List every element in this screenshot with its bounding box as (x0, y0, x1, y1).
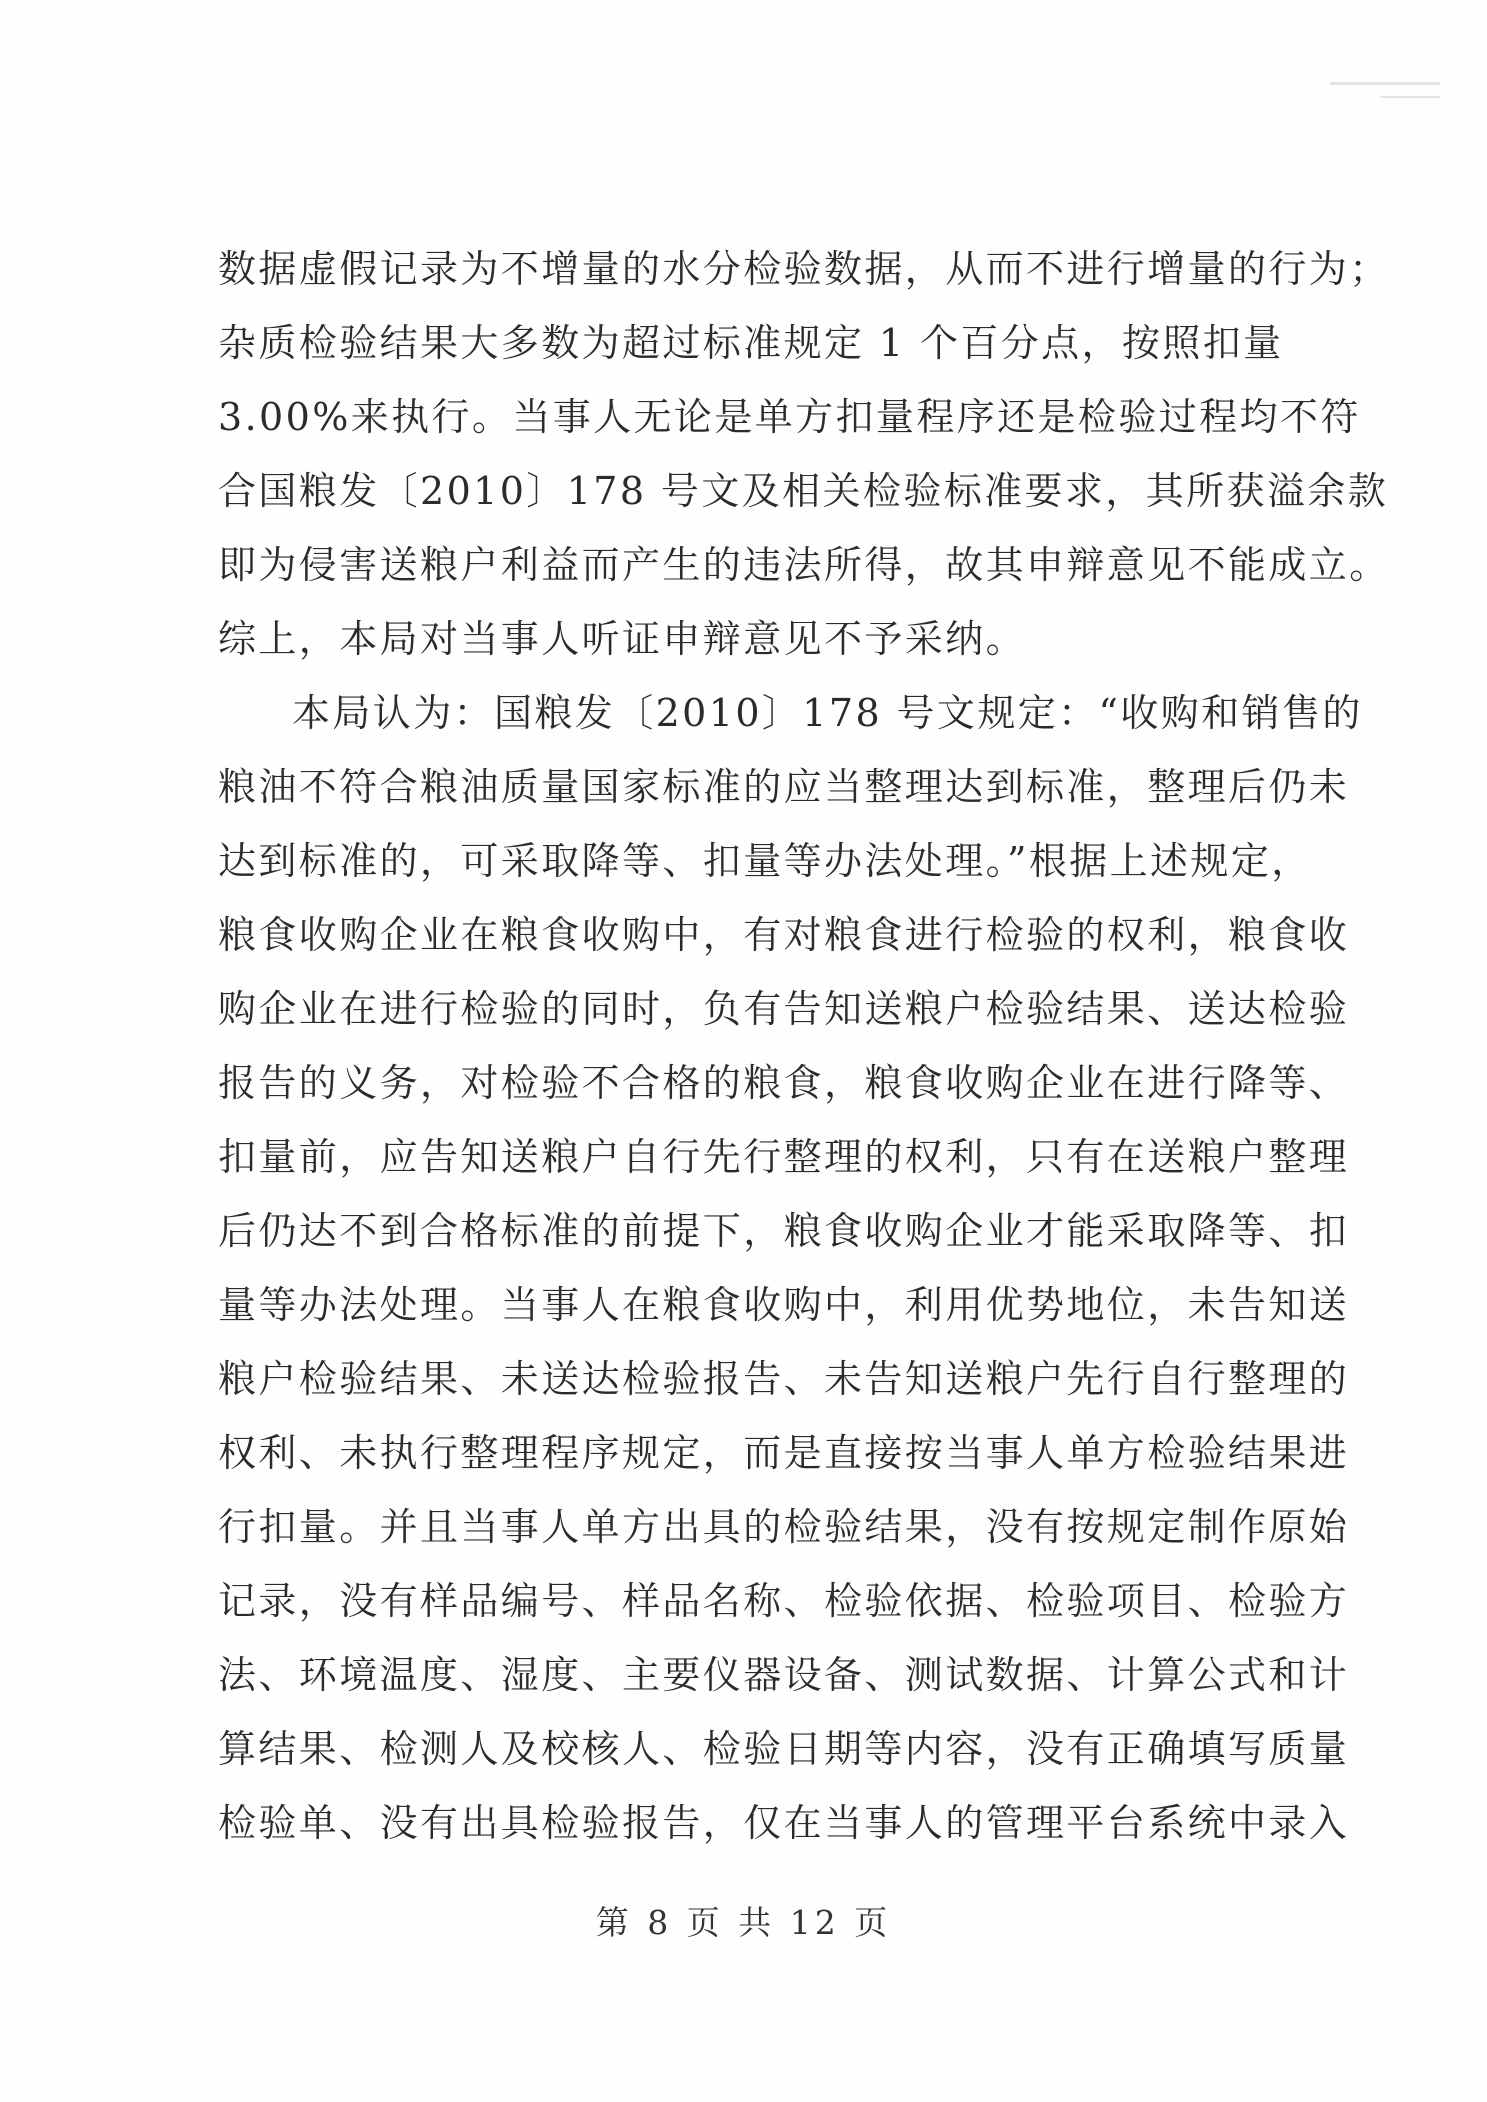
text-line: 行扣量。并且当事人单方出具的检验结果，没有按规定制作原始 (218, 1505, 1350, 1549)
page-number-footer: 第 8 页 共 12 页 (595, 1903, 892, 1942)
text-line: 报告的义务，对检验不合格的粮食，粮食收购企业在进行降等、 (218, 1061, 1350, 1105)
text-line: 检验单、没有出具检验报告，仅在当事人的管理平台系统中录入 (218, 1801, 1350, 1845)
text-line: 达到标准的，可采取降等、扣量等办法处理。”根据上述规定， (218, 839, 1312, 883)
text-line: 权利、未执行整理程序规定，而是直接按当事人单方检验结果进 (218, 1431, 1350, 1475)
scan-mark (1330, 82, 1440, 85)
text-line: 综上，本局对当事人听证申辩意见不予采纳。 (218, 617, 1027, 661)
text-line: 即为侵害送粮户利益而产生的违法所得，故其申辩意见不能成立。 (218, 543, 1390, 587)
text-line: 杂质检验结果大多数为超过标准规定 1 个百分点，按照扣量 (218, 321, 1284, 365)
text-line: 扣量前，应告知送粮户自行先行整理的权利，只有在送粮户整理 (218, 1135, 1350, 1179)
text-line: 购企业在进行检验的同时，负有告知送粮户检验结果、送达检验 (218, 987, 1350, 1031)
text-line: 3.00%来执行。当事人无论是单方扣量程序还是检验过程均不符 (218, 395, 1361, 439)
text-line: 粮食收购企业在粮食收购中，有对粮食进行检验的权利，粮食收 (218, 913, 1350, 957)
text-line: 粮油不符合粮油质量国家标准的应当整理达到标准，整理后仍未 (218, 765, 1350, 809)
text-line: 粮户检验结果、未送达检验报告、未告知送粮户先行自行整理的 (218, 1357, 1350, 1401)
text-line: 后仍达不到合格标准的前提下，粮食收购企业才能采取降等、扣 (218, 1209, 1350, 1253)
text-line: 算结果、检测人及校核人、检验日期等内容，没有正确填写质量 (218, 1727, 1350, 1771)
scan-mark (1380, 96, 1440, 98)
paragraph-first-line: 本局认为：国粮发〔2010〕178 号文规定：“收购和销售的 (292, 691, 1363, 735)
text-line: 数据虚假记录为不增量的水分检验数据，从而不进行增量的行为； (218, 247, 1390, 291)
text-line: 记录，没有样品编号、样品名称、检验依据、检验项目、检验方 (218, 1579, 1350, 1623)
text-line: 法、环境温度、湿度、主要仪器设备、测试数据、计算公式和计 (218, 1653, 1350, 1697)
text-line: 合国粮发〔2010〕178 号文及相关检验标准要求，其所获溢余款 (218, 469, 1389, 513)
text-line: 量等办法处理。当事人在粮食收购中，利用优势地位，未告知送 (218, 1283, 1350, 1327)
